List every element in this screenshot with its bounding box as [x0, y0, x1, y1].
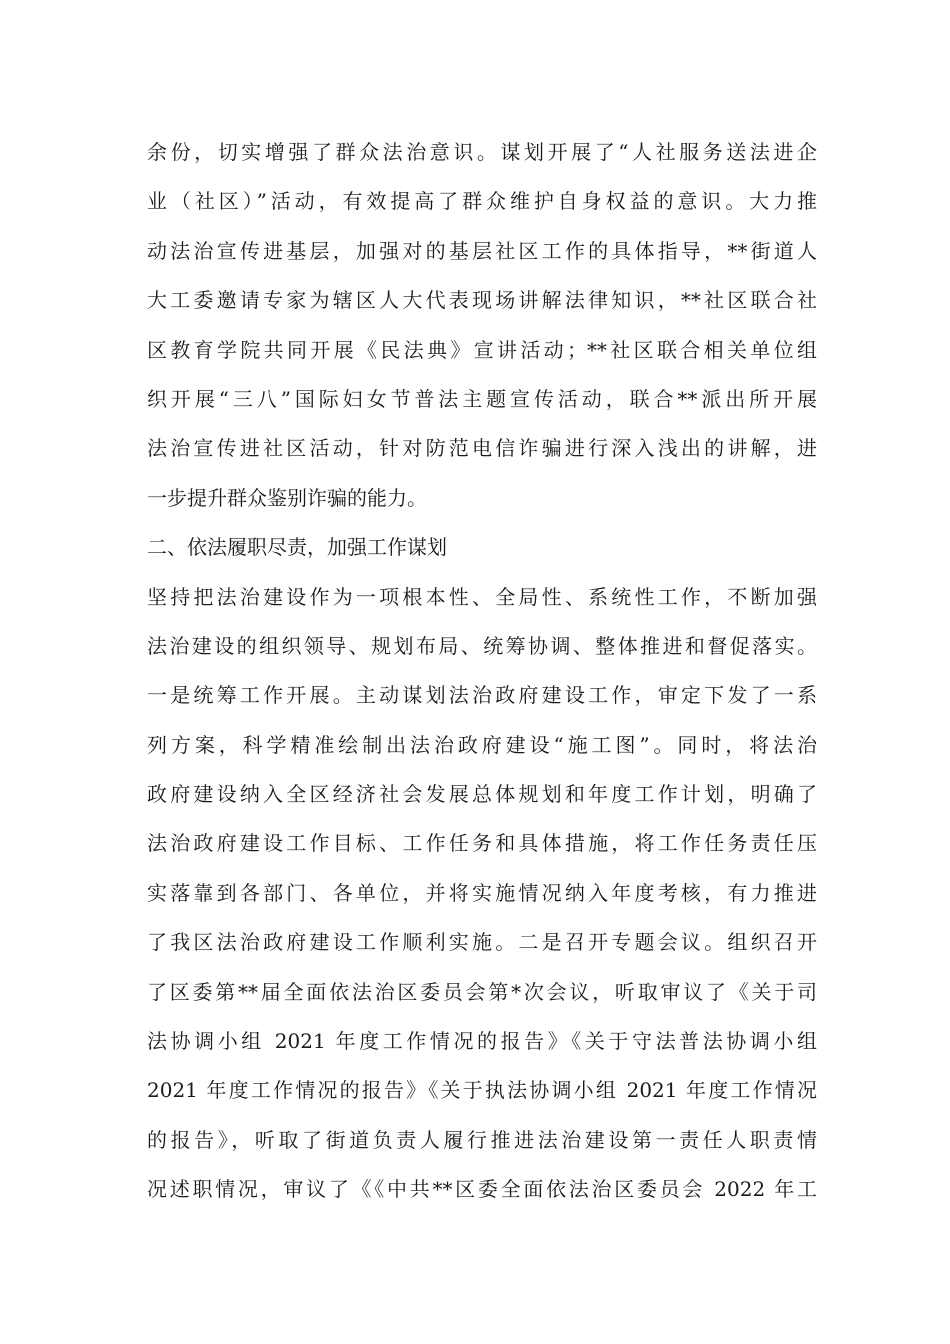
text-line: 大工委邀请专家为辖区人大代表现场讲解法律知识，**社区联合社 [147, 288, 817, 313]
text-line: 余份，切实增强了群众法治意识。谋划开展了“人社服务送法进企 [147, 140, 817, 164]
text-line: 织开展“三八”国际妇女节普法主题宣传活动，联合**派出所开展 [147, 386, 817, 411]
text-line: 业（社区）”活动，有效提高了群众维护自身权益的意识。大力推 [147, 189, 817, 214]
text-line: 法治政府建设工作目标、工作任务和具体措施，将工作任务责任压 [147, 831, 817, 856]
text-line: 坚持把法治建设作为一项根本性、全局性、系统性工作，不断加强 [147, 584, 817, 609]
text-line: 法协调小组 2021 年度工作情况的报告》《关于守法普法协调小组 [147, 1029, 817, 1054]
text-line: 一是统筹工作开展。主动谋划法治政府建设工作，审定下发了一系 [147, 683, 817, 708]
text-line: 列方案，科学精准绘制出法治政府建设“施工图”。同时，将法治 [147, 732, 817, 757]
text-line: 实落靠到各部门、各单位，并将实施情况纳入年度考核，有力推进 [147, 880, 817, 905]
text-line: 了我区法治政府建设工作顺利实施。二是召开专题会议。组织召开 [147, 930, 817, 955]
text-line: 的报告》，听取了街道负责人履行推进法治建设第一责任人职责情 [147, 1127, 817, 1152]
text-line: 法治宣传进社区活动，针对防范电信诈骗进行深入浅出的讲解，进 [147, 436, 817, 461]
text-line: 一步提升群众鉴别诈骗的能力。 [147, 485, 427, 510]
text-line: 动法治宣传进基层，加强对的基层社区工作的具体指导，**街道人 [147, 238, 817, 263]
text-line: 政府建设纳入全区经济社会发展总体规划和年度工作计划，明确了 [147, 782, 817, 807]
text-line: 况述职情况，审议了《《中共**区委全面依法治区委员会 2022 年工 [147, 1177, 817, 1202]
document-body [147, 128, 817, 1215]
section-heading: 二、依法履职尽责，加强工作谋划 [147, 535, 447, 560]
text-line: 法治建设的组织领导、规划布局、统筹协调、整体推进和督促落实。 [147, 633, 817, 658]
text-line: 了区委第**届全面依法治区委员会第*次会议，听取审议了《关于司 [147, 979, 817, 1004]
text-line: 区教育学院共同开展《民法典》宣讲活动；**社区联合相关单位组 [147, 337, 817, 362]
text-line: 2021 年度工作情况的报告》《关于执法协调小组 2021 年度工作情况 [147, 1078, 817, 1103]
